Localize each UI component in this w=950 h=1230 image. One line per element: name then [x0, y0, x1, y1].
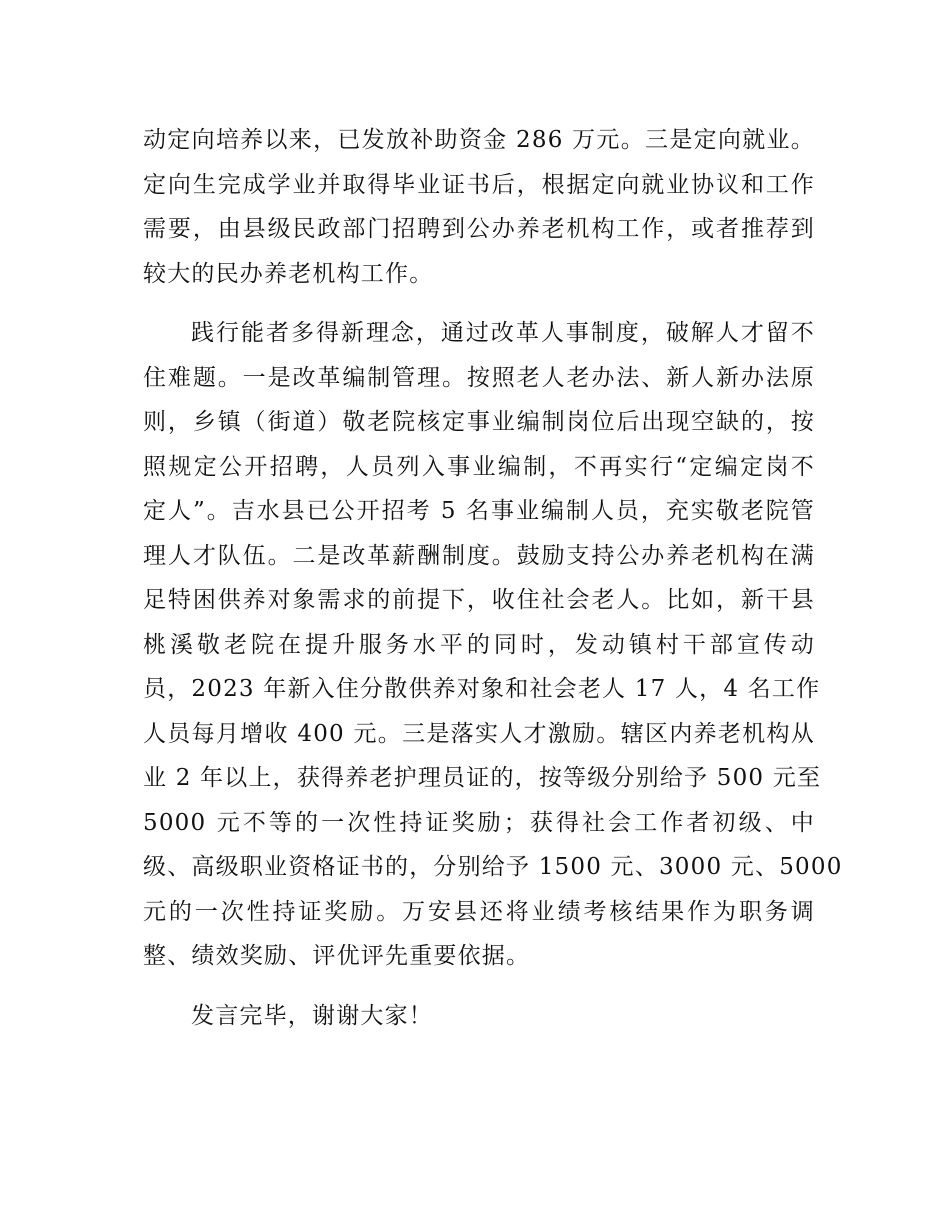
text-line: 元的一次性持证奖励。万安县还将业绩考核结果作为职务调 [143, 898, 815, 925]
paragraph-2 [143, 311, 843, 979]
text-line: 践行能者多得新理念，通过改革人事制度，破解人才留不 [191, 320, 815, 346]
text-line: 定人”。吉水县已公开招考 5 名事业编制人员，充实敬老院管 [143, 498, 815, 524]
text-line: 定向生完成学业并取得毕业证书后，根据定向就业协议和工作 [143, 171, 815, 198]
document-body [143, 118, 843, 1038]
paragraph-spacer [143, 979, 815, 994]
text-line: 理人才队伍。二是改革薪酬制度。鼓励支持公办养老机构在满 [143, 542, 815, 569]
text-line: 动定向培养以来，已发放补助资金 286 万元。三是定向就业。 [143, 127, 815, 153]
text-line: 照规定公开招聘，人员列入事业编制，不再实行“定编定岗不 [143, 453, 815, 480]
paragraph-3 [143, 994, 815, 1039]
text-line: 住难题。一是改革编制管理。按照老人老办法、新人新办法原 [143, 364, 815, 391]
text-line: 级、高级职业资格证书的，分别给予 1500 元、3000 元、5000 [143, 854, 843, 880]
paragraph-spacer [143, 296, 815, 311]
text-line: 则，乡镇（街道）敬老院核定事业编制岗位后出现空缺的，按 [143, 409, 815, 435]
text-line: 业 2 年以上，获得养老护理员证的，按等级分别给予 500 元至 [143, 765, 822, 791]
text-line: 足特困供养对象需求的前提下，收住社会老人。比如，新干县 [143, 587, 815, 613]
text-line: 较大的民办养老机构工作。 [143, 260, 434, 287]
text-line: 桃溪敬老院在提升服务水平的同时，发动镇村干部宣传动 [143, 631, 815, 658]
closing-line: 发言完毕，谢谢大家！ [191, 1002, 433, 1029]
text-line: 需要，由县级民政部门招聘到公办养老机构工作，或者推荐到 [143, 216, 815, 242]
text-line: 5000 元不等的一次性持证奖励；获得社会工作者初级、中 [143, 809, 815, 836]
text-line: 人员每月增收 400 元。三是落实人才激励。辖区内养老机构从 [143, 720, 815, 747]
paragraph-1 [143, 118, 815, 296]
text-line: 整、绩效奖励、评优评先重要依据。 [143, 943, 531, 969]
text-line: 员，2023 年新入住分散供养对象和社会老人 17 人，4 名工作 [143, 676, 821, 702]
